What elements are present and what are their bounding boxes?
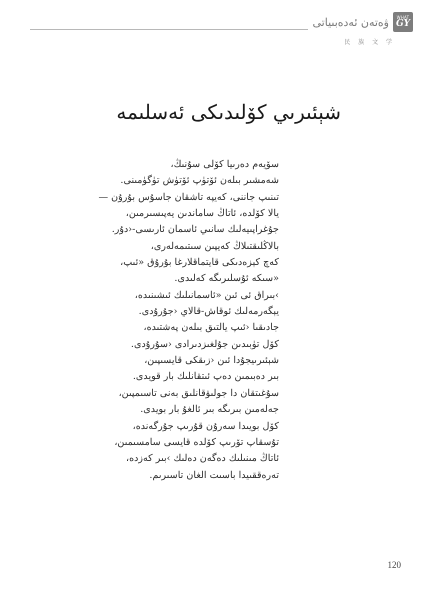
journal-name: ۋەتەن ئەدەبىياتى (312, 15, 389, 29)
poem-line: سۇغىتقان دا جولىۋقانلىق بەنى تاسىمپىن، (118, 387, 279, 399)
logo-mark: GY (395, 18, 411, 29)
poem-line: جۇغراپىيەلىك سانىي ئاسمان ئارىسى-‹دۇر. (111, 224, 279, 236)
journal-masthead (308, 12, 413, 32)
poem-line: بالاڭلىقتىلاڭ كەيپىن سىتىمەلەرى، (150, 240, 279, 252)
poem-body (98, 157, 279, 484)
poem-line: بىر دەبىمىن دەپ ئىتقانلىك بار قويدى. (132, 371, 279, 383)
logo-text: WHAT (396, 14, 410, 20)
poem-line: يالا كۆلدە، ئاتاڭ ساماندىن يەپىسىرمىن، (125, 208, 279, 220)
poem-line: جادىقىا ‹ئىپ يالتىق بىلەن پەشتىدە، (143, 322, 279, 334)
poem-line: سۆيەم دەرىيا كۆلى سۇنىڭ، (170, 159, 279, 170)
poem-line: كەچ كېزەدىكى قايتماقلارغا بۇرۇق «ئىپ، (120, 257, 279, 269)
poem-line: تۇسقاپ تۆرىپ كۆلدە قايسى سامسىمىن، (114, 436, 279, 448)
journal-subtitle: 民 族 文 学 (344, 39, 395, 46)
journal-logo-icon (393, 12, 413, 32)
poem-line: «سىكە ئۇسلىرىگە كەلىدى. (174, 273, 279, 285)
page-number: 120 (387, 560, 401, 570)
poem-line: كۆل تۈبىدىن جۇلغىزدىرادى ‹سۇرۇدى. (130, 338, 279, 350)
poem-line: كۆل بويىدا سەرۇن قۇرىپ جۇرگەندە، (132, 420, 279, 432)
poem-line: شەمشىر بىلەن ئۆتۈپ ئۆتۈش تۈگۈمىنى. (120, 175, 279, 187)
poem-title: شېئىرىي كۆلىدىكى ئەسلىمە (116, 100, 341, 124)
poem-line: تەرەققىيدا باسىت الغان تاسىرىم. (149, 469, 279, 481)
poem-line: تىنىپ جاننى، كەيپە تاشقان جاسۇس بۇرۇن — (98, 191, 279, 203)
poem-line: ئاتاڭ مىنىلىك دەگەن دەلىك ›بىر كەزدە، (125, 453, 279, 465)
poem-line: شېئىرىيجۇدا ئىن ‹زىقكى قايسىپىن، (144, 355, 279, 367)
poem-line: جەلەمىن بىرىگە بىر ئالغۇ بار بويدى. (140, 404, 279, 416)
poem-line: ›بىراق ئى ئىن «ئاسمانىلىك ئىشىنىدە، (134, 289, 279, 301)
poem-line: يېگەرمەلىك ئوقاش-قالاي ‹جۇرۇدى. (138, 306, 279, 318)
